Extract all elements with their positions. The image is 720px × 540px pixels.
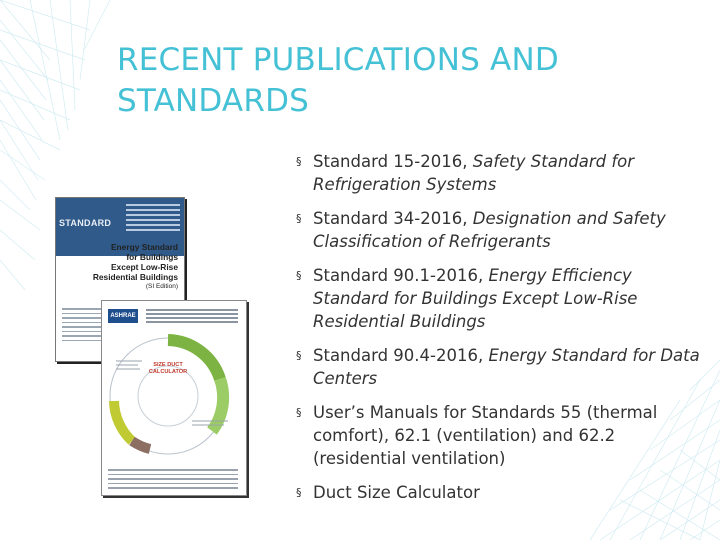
bullet-marker: § — [296, 269, 302, 282]
duct-size-calculator-cover-image — [101, 300, 247, 496]
list-item — [296, 344, 706, 401]
bullet-italic-text: Safety Standard for Refrigeration Systems — [313, 152, 635, 194]
bullet-text: Standard 15-2016, — [313, 152, 473, 171]
calculator-dial-graphic — [102, 301, 246, 495]
list-item — [296, 264, 706, 344]
bullet-marker: § — [296, 212, 302, 225]
bullet-marker: § — [296, 486, 302, 499]
bullet-italic-text: Designation and Safety Classification of Refrigerants — [313, 209, 666, 251]
cover-band-label: STANDARD — [59, 218, 112, 228]
bullet-italic-text: Energy Efficiency Standard for Buildings Except Low-Rise Residential Buildings — [313, 266, 638, 331]
cover-heading-line: Residential Buildings — [92, 272, 178, 282]
calculator-footer-fine-print — [108, 469, 238, 492]
cover-header-fine-print — [126, 204, 180, 234]
bullet-text: Duct Size Calculator — [313, 483, 480, 502]
bullet-marker: § — [296, 406, 302, 419]
bullet-marker: § — [296, 349, 302, 362]
cover-edition: (SI Edition) — [145, 283, 178, 290]
calculator-title-line: CALCULATOR — [148, 369, 188, 375]
list-item — [296, 401, 706, 481]
list-item — [296, 207, 706, 264]
ashrae-logo: ASHRAE — [108, 309, 138, 323]
bullet-text: User’s Manuals for Standards 55 (thermal comfort), 62.1 (ventilation) and 62.2 (residential ventilation) — [313, 403, 658, 468]
bullet-marker: § — [296, 155, 302, 168]
bullet-text: Standard 34-2016, — [313, 209, 473, 228]
bullet-text: Standard 90.4-2016, — [313, 346, 489, 365]
list-item — [296, 150, 706, 207]
calculator-title — [142, 362, 194, 376]
cover-heading-line: Energy Standard — [110, 242, 178, 252]
cover-heading-line: Except Low-Rise — [110, 262, 178, 272]
slide-title: RECENT PUBLICATIONS AND STANDARDS — [117, 42, 559, 119]
bullet-text: Standard 90.1-2016, — [313, 266, 489, 285]
bullet-italic-text: Energy Standard for Data Centers — [313, 346, 700, 388]
publications-list — [296, 150, 706, 504]
cover-heading — [93, 242, 178, 292]
list-item — [296, 481, 706, 504]
calculator-title-line: SIZE DUCT — [153, 362, 183, 368]
cover-heading-line: for Buildings — [126, 252, 178, 262]
